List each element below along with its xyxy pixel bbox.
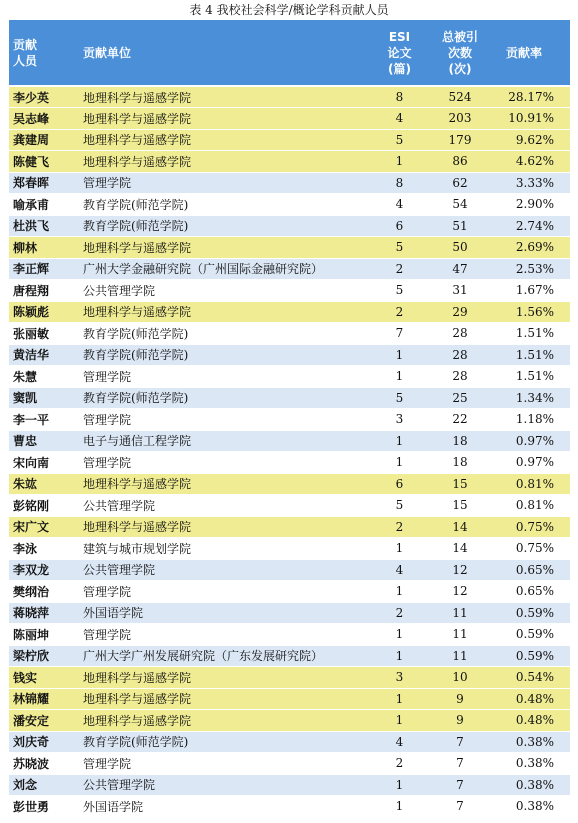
- total-citations: 47: [426, 258, 494, 280]
- header-citations-line-3: (次): [448, 61, 472, 76]
- esi-papers: 4: [373, 194, 426, 216]
- contributor-name: 陈颖彪: [9, 301, 73, 323]
- total-citations: 22: [426, 409, 494, 431]
- table-row: [9, 516, 570, 538]
- table-row: [9, 688, 570, 710]
- contribution-rate: 10.91%: [494, 108, 570, 130]
- contribution-rate: 28.17%: [494, 86, 570, 108]
- total-citations: 7: [426, 796, 494, 818]
- esi-papers: 5: [373, 237, 426, 259]
- table-row: [9, 194, 570, 216]
- header-unit: [73, 20, 373, 86]
- header-citations: [426, 20, 494, 86]
- total-citations: 15: [426, 473, 494, 495]
- total-citations: 62: [426, 172, 494, 194]
- contribution-rate: 2.74%: [494, 215, 570, 237]
- total-citations: 14: [426, 538, 494, 560]
- contributor-unit: 公共管理学院: [73, 774, 373, 796]
- contributor-name: 钱实: [9, 667, 73, 689]
- contributor-unit: 地理科学与遥感学院: [73, 108, 373, 130]
- total-citations: 179: [426, 129, 494, 151]
- contributor-name: 黄洁华: [9, 344, 73, 366]
- contributor-name: 刘念: [9, 774, 73, 796]
- esi-papers: 1: [373, 452, 426, 474]
- esi-papers: 4: [373, 559, 426, 581]
- contribution-rate: 0.65%: [494, 559, 570, 581]
- esi-papers: 1: [373, 430, 426, 452]
- total-citations: 12: [426, 581, 494, 603]
- total-citations: 51: [426, 215, 494, 237]
- total-citations: 9: [426, 688, 494, 710]
- esi-papers: 2: [373, 516, 426, 538]
- table-row: [9, 796, 570, 818]
- contributor-unit: 地理科学与遥感学院: [73, 301, 373, 323]
- total-citations: 54: [426, 194, 494, 216]
- contributor-name: 曹忠: [9, 430, 73, 452]
- esi-papers: 5: [373, 129, 426, 151]
- esi-papers: 3: [373, 409, 426, 431]
- table-row: [9, 108, 570, 130]
- contribution-rate: 0.38%: [494, 731, 570, 753]
- total-citations: 50: [426, 237, 494, 259]
- header-papers-line-3: (篇): [388, 61, 411, 76]
- contribution-rate: 4.62%: [494, 151, 570, 173]
- contributor-name: 苏晓波: [9, 753, 73, 775]
- esi-papers: 1: [373, 645, 426, 667]
- esi-papers: 1: [373, 538, 426, 560]
- table-row: [9, 323, 570, 345]
- table-row: [9, 731, 570, 753]
- esi-papers: 5: [373, 387, 426, 409]
- esi-papers: 2: [373, 258, 426, 280]
- contributor-unit: 地理科学与遥感学院: [73, 710, 373, 732]
- contributor-unit: 管理学院: [73, 452, 373, 474]
- contributor-unit: 地理科学与遥感学院: [73, 473, 373, 495]
- contributor-name: 张丽敏: [9, 323, 73, 345]
- esi-papers: 1: [373, 710, 426, 732]
- esi-papers: 5: [373, 280, 426, 302]
- contributor-name: 蒋晓萍: [9, 602, 73, 624]
- contributor-unit: 教育学院(师范学院): [73, 215, 373, 237]
- esi-papers: 6: [373, 215, 426, 237]
- contribution-rate: 0.48%: [494, 710, 570, 732]
- contribution-rate: 1.51%: [494, 366, 570, 388]
- contributor-unit: 管理学院: [73, 581, 373, 603]
- contributor-unit: 教育学院(师范学院): [73, 323, 373, 345]
- contribution-rate: 1.51%: [494, 323, 570, 345]
- total-citations: 14: [426, 516, 494, 538]
- table-row: [9, 559, 570, 581]
- esi-papers: 1: [373, 366, 426, 388]
- contributor-name: 林锦耀: [9, 688, 73, 710]
- contributor-name: 喻承甫: [9, 194, 73, 216]
- contribution-rate: 3.33%: [494, 172, 570, 194]
- contributor-name: 李一平: [9, 409, 73, 431]
- contributor-unit: 教育学院(师范学院): [73, 344, 373, 366]
- header-papers-line-1: ESI: [388, 29, 411, 44]
- table-row: [9, 495, 570, 517]
- contribution-rate: 0.59%: [494, 624, 570, 646]
- contribution-rate: 0.38%: [494, 774, 570, 796]
- total-citations: 11: [426, 602, 494, 624]
- table-row: [9, 710, 570, 732]
- contribution-rate: 2.90%: [494, 194, 570, 216]
- table-caption: 表 4 我校社会科学/概论学科贡献人员: [189, 3, 389, 17]
- contribution-rate: 0.48%: [494, 688, 570, 710]
- total-citations: 25: [426, 387, 494, 409]
- table-row: [9, 667, 570, 689]
- esi-papers: 1: [373, 688, 426, 710]
- total-citations: 28: [426, 323, 494, 345]
- esi-papers: 1: [373, 624, 426, 646]
- contribution-rate: 0.75%: [494, 516, 570, 538]
- esi-papers: 5: [373, 495, 426, 517]
- contributor-name: 陈丽坤: [9, 624, 73, 646]
- header-name-line-2: 人员: [13, 53, 38, 68]
- total-citations: 28: [426, 366, 494, 388]
- contribution-rate: 0.75%: [494, 538, 570, 560]
- table-row: [9, 473, 570, 495]
- esi-papers: 4: [373, 108, 426, 130]
- contributor-unit: 广州大学金融研究院（广州国际金融研究院）: [73, 258, 373, 280]
- table-row: [9, 258, 570, 280]
- contributor-unit: 教育学院(师范学院): [73, 731, 373, 753]
- contributor-name: 朱慧: [9, 366, 73, 388]
- table-row: [9, 129, 570, 151]
- contributors-table: [9, 20, 570, 818]
- total-citations: 18: [426, 430, 494, 452]
- contribution-rate: 9.62%: [494, 129, 570, 151]
- contributor-name: 彭铭刚: [9, 495, 73, 517]
- esi-papers: 8: [373, 172, 426, 194]
- header-citations-line-1: 总被引: [441, 29, 478, 44]
- contributor-unit: 建筑与城市规划学院: [73, 538, 373, 560]
- table-row: [9, 624, 570, 646]
- contribution-rate: 1.56%: [494, 301, 570, 323]
- contributor-unit: 公共管理学院: [73, 559, 373, 581]
- esi-papers: 8: [373, 86, 426, 108]
- table-body: [9, 86, 570, 817]
- contribution-rate: 1.51%: [494, 344, 570, 366]
- contributor-unit: 广州大学广州发展研究院（广东发展研究院）: [73, 645, 373, 667]
- contribution-rate: 2.69%: [494, 237, 570, 259]
- contributor-name: 李泳: [9, 538, 73, 560]
- total-citations: 15: [426, 495, 494, 517]
- header-rate: [494, 20, 570, 86]
- contributor-name: 宋广文: [9, 516, 73, 538]
- esi-papers: 2: [373, 301, 426, 323]
- table-row: [9, 645, 570, 667]
- contributor-unit: 地理科学与遥感学院: [73, 129, 373, 151]
- table-row: [9, 86, 570, 108]
- contributor-unit: 教育学院(师范学院): [73, 194, 373, 216]
- esi-papers: 2: [373, 602, 426, 624]
- contributor-unit: 公共管理学院: [73, 495, 373, 517]
- header-name: [9, 20, 73, 86]
- total-citations: 12: [426, 559, 494, 581]
- header-name-line-1: 贡献: [13, 37, 38, 52]
- header-rate-label: 贡献率: [506, 45, 543, 60]
- table-row: [9, 344, 570, 366]
- table-row: [9, 581, 570, 603]
- contribution-rate: 0.54%: [494, 667, 570, 689]
- contributor-unit: 管理学院: [73, 753, 373, 775]
- table-row: [9, 366, 570, 388]
- esi-papers: 2: [373, 753, 426, 775]
- esi-papers: 1: [373, 774, 426, 796]
- contribution-rate: 0.97%: [494, 430, 570, 452]
- header-unit-label: 贡献单位: [83, 45, 132, 60]
- contribution-rate: 0.81%: [494, 495, 570, 517]
- contribution-rate: 1.34%: [494, 387, 570, 409]
- esi-papers: 7: [373, 323, 426, 345]
- contributor-name: 郑春晖: [9, 172, 73, 194]
- total-citations: 7: [426, 774, 494, 796]
- table-row: [9, 280, 570, 302]
- total-citations: 86: [426, 151, 494, 173]
- contributor-name: 彭世勇: [9, 796, 73, 818]
- total-citations: 11: [426, 645, 494, 667]
- contribution-rate: 0.81%: [494, 473, 570, 495]
- contribution-rate: 2.53%: [494, 258, 570, 280]
- contributor-unit: 地理科学与遥感学院: [73, 151, 373, 173]
- total-citations: 29: [426, 301, 494, 323]
- contribution-rate: 1.18%: [494, 409, 570, 431]
- contributor-unit: 地理科学与遥感学院: [73, 667, 373, 689]
- table-header-row: [9, 20, 570, 86]
- contributor-name: 梁柠欣: [9, 645, 73, 667]
- esi-papers: 6: [373, 473, 426, 495]
- contributor-unit: 公共管理学院: [73, 280, 373, 302]
- table-row: [9, 237, 570, 259]
- contributor-unit: 电子与通信工程学院: [73, 430, 373, 452]
- table-row: [9, 452, 570, 474]
- contributor-unit: 地理科学与遥感学院: [73, 86, 373, 108]
- header-papers-line-2: 论文: [387, 45, 412, 60]
- contribution-rate: 0.59%: [494, 602, 570, 624]
- contributor-name: 樊纲治: [9, 581, 73, 603]
- total-citations: 7: [426, 753, 494, 775]
- contributor-unit: 外国语学院: [73, 796, 373, 818]
- total-citations: 18: [426, 452, 494, 474]
- table-row: [9, 387, 570, 409]
- table-row: [9, 409, 570, 431]
- table-row: [9, 301, 570, 323]
- table-row: [9, 215, 570, 237]
- esi-papers: 1: [373, 344, 426, 366]
- table-row: [9, 430, 570, 452]
- contributor-name: 陈健飞: [9, 151, 73, 173]
- total-citations: 31: [426, 280, 494, 302]
- esi-papers: 1: [373, 581, 426, 603]
- contributor-name: 柳林: [9, 237, 73, 259]
- contributor-unit: 管理学院: [73, 409, 373, 431]
- contributor-name: 龚建周: [9, 129, 73, 151]
- total-citations: 7: [426, 731, 494, 753]
- contributor-unit: 管理学院: [73, 624, 373, 646]
- table-row: [9, 753, 570, 775]
- contributor-name: 潘安定: [9, 710, 73, 732]
- table-row: [9, 151, 570, 173]
- table-row: [9, 172, 570, 194]
- contribution-rate: 0.65%: [494, 581, 570, 603]
- contribution-rate: 0.38%: [494, 796, 570, 818]
- total-citations: 10: [426, 667, 494, 689]
- contributor-name: 窦凯: [9, 387, 73, 409]
- table-row: [9, 538, 570, 560]
- total-citations: 203: [426, 108, 494, 130]
- contributor-unit: 地理科学与遥感学院: [73, 237, 373, 259]
- total-citations: 11: [426, 624, 494, 646]
- contributor-name: 吴志峰: [9, 108, 73, 130]
- contributor-unit: 管理学院: [73, 172, 373, 194]
- contributor-name: 宋向南: [9, 452, 73, 474]
- table-row: [9, 774, 570, 796]
- esi-papers: 4: [373, 731, 426, 753]
- contributor-name: 李双龙: [9, 559, 73, 581]
- esi-papers: 3: [373, 667, 426, 689]
- contributor-unit: 管理学院: [73, 366, 373, 388]
- contributor-name: 杜洪飞: [9, 215, 73, 237]
- table-row: [9, 602, 570, 624]
- total-citations: 524: [426, 86, 494, 108]
- contribution-rate: 1.67%: [494, 280, 570, 302]
- header-citations-line-2: 次数: [447, 45, 472, 60]
- contribution-rate: 0.59%: [494, 645, 570, 667]
- contributor-unit: 外国语学院: [73, 602, 373, 624]
- contribution-rate: 0.38%: [494, 753, 570, 775]
- contributor-name: 朱竑: [9, 473, 73, 495]
- total-citations: 28: [426, 344, 494, 366]
- contributor-name: 李正辉: [9, 258, 73, 280]
- header-papers: [373, 20, 426, 86]
- contributor-unit: 地理科学与遥感学院: [73, 516, 373, 538]
- total-citations: 9: [426, 710, 494, 732]
- contributor-name: 唐程翔: [9, 280, 73, 302]
- esi-papers: 1: [373, 151, 426, 173]
- contribution-rate: 0.97%: [494, 452, 570, 474]
- contributor-name: 刘庆奇: [9, 731, 73, 753]
- esi-papers: 1: [373, 796, 426, 818]
- contributor-unit: 地理科学与遥感学院: [73, 688, 373, 710]
- contributor-name: 李少英: [9, 86, 73, 108]
- contributor-unit: 教育学院(师范学院): [73, 387, 373, 409]
